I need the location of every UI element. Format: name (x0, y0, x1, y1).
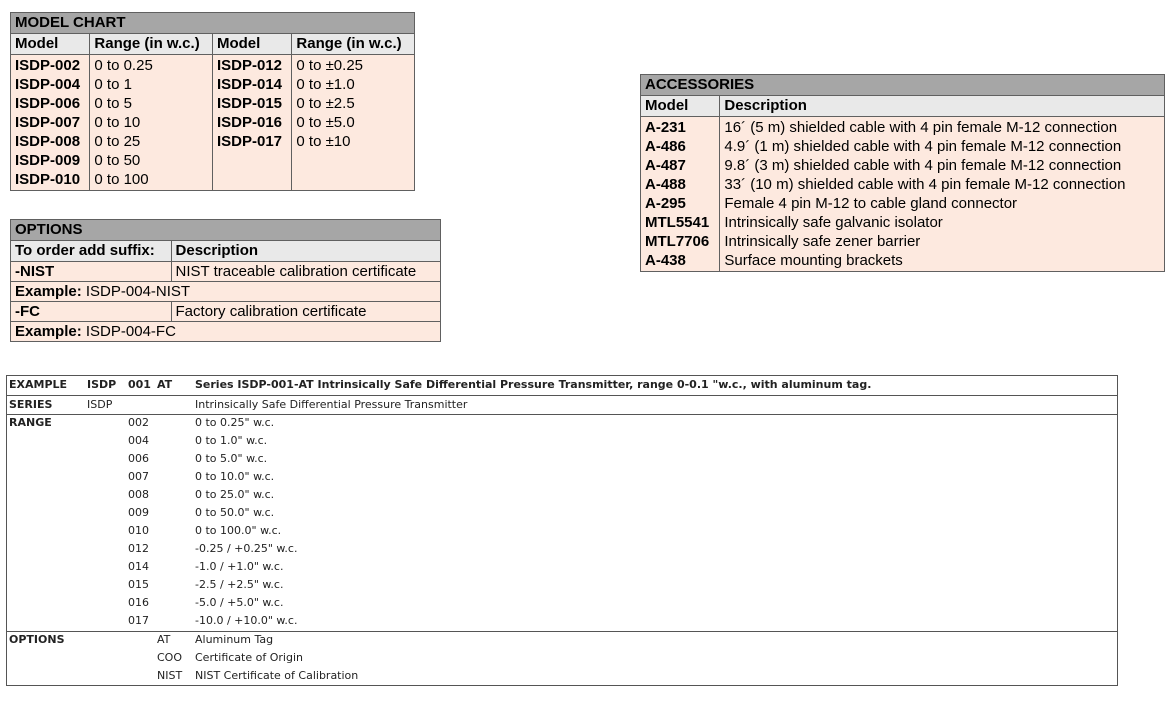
range-row (7, 594, 1117, 612)
suffix-cell: -FC (11, 302, 172, 322)
range-description: 0 to 25.0" w.c. (195, 488, 275, 501)
options-table (10, 219, 441, 342)
suffix-cell: -NIST (11, 262, 172, 282)
example-series-code: ISDP (87, 378, 117, 391)
description-cell: Intrinsically safe galvanic isolator (720, 213, 1165, 232)
model-cell: MTL5541 (641, 213, 720, 232)
model-cell: A-231 (641, 117, 720, 138)
model-cell: ISDP-009 (11, 151, 90, 170)
example-value: ISDP-004-NIST (85, 283, 191, 300)
range-cell: 0 to 5 (90, 94, 213, 113)
table-row (11, 55, 415, 76)
range-description: -0.25 / +0.25" w.c. (195, 542, 298, 555)
range-code: 006 (128, 452, 149, 465)
model-chart-header-range: Range (in w.c.) (90, 34, 213, 55)
option-code: AT (157, 633, 171, 646)
table-row (11, 302, 441, 322)
range-row (7, 540, 1117, 558)
range-code: 017 (128, 614, 149, 627)
table-row (11, 262, 441, 282)
model-cell: ISDP-008 (11, 132, 90, 151)
series-label: SERIES (9, 398, 53, 411)
model-cell: ISDP-017 (212, 132, 291, 151)
accessories-header-description: Description (720, 96, 1165, 117)
example-cell (11, 282, 441, 302)
range-row (7, 468, 1117, 486)
range-description: -2.5 / +2.5" w.c. (195, 578, 284, 591)
accessories-header-model: Model (641, 96, 720, 117)
range-row (7, 432, 1117, 450)
empty-cell (292, 151, 415, 170)
range-cell: 0 to 50 (90, 151, 213, 170)
description-cell: 33´ (10 m) shielded cable with 4 pin female M-12 connection (720, 175, 1165, 194)
model-chart-header-model: Model (11, 34, 90, 55)
model-cell: MTL7706 (641, 232, 720, 251)
range-row (7, 450, 1117, 468)
description-cell: Intrinsically safe zener barrier (720, 232, 1165, 251)
accessories-title: ACCESSORIES (641, 75, 1165, 96)
option-row (7, 649, 1117, 667)
model-cell: A-295 (641, 194, 720, 213)
example-label: Example: (15, 323, 82, 340)
model-cell: ISDP-007 (11, 113, 90, 132)
table-row (641, 194, 1165, 213)
example-range-code: 001 (128, 378, 151, 391)
range-description: -5.0 / +5.0" w.c. (195, 596, 284, 609)
range-label: RANGE (9, 416, 52, 429)
options-header-description: Description (171, 241, 440, 262)
model-cell: A-487 (641, 156, 720, 175)
range-cell: 0 to 0.25 (90, 55, 213, 76)
description-cell: Female 4 pin M-12 to cable gland connector (720, 194, 1165, 213)
example-option-code: AT (157, 378, 173, 391)
table-row (641, 213, 1165, 232)
range-cell: 0 to 100 (90, 170, 213, 191)
range-description: 0 to 0.25" w.c. (195, 416, 275, 429)
range-code: 010 (128, 524, 149, 537)
table-row (11, 322, 441, 342)
description-cell: 4.9´ (1 m) shielded cable with 4 pin female M-12 connection (720, 137, 1165, 156)
series-row (7, 396, 1117, 414)
option-row (7, 667, 1117, 685)
range-cell: 0 to ±1.0 (292, 75, 415, 94)
empty-cell (212, 170, 291, 191)
option-description: Aluminum Tag (195, 633, 274, 646)
description-cell: NIST traceable calibration certificate (171, 262, 440, 282)
model-chart-table (10, 12, 415, 191)
model-chart-header-model-2: Model (212, 34, 291, 55)
model-cell: ISDP-004 (11, 75, 90, 94)
model-cell: A-488 (641, 175, 720, 194)
range-row (7, 612, 1117, 630)
option-description: Certificate of Origin (195, 651, 303, 664)
example-description: Series ISDP-001-AT Intrinsically Safe Differential Pressure Transmitter, range 0-0.1 "w.c., with aluminum tag. (195, 378, 872, 391)
model-cell: ISDP-015 (212, 94, 291, 113)
series-description: Intrinsically Safe Differential Pressure Transmitter (195, 398, 468, 411)
range-code: 002 (128, 416, 149, 429)
range-description: 0 to 10.0" w.c. (195, 470, 275, 483)
model-cell: ISDP-016 (212, 113, 291, 132)
range-code: 008 (128, 488, 149, 501)
range-code: 012 (128, 542, 149, 555)
range-cell: 0 to ±5.0 (292, 113, 415, 132)
example-row (7, 376, 1117, 394)
table-row (641, 156, 1165, 175)
ordering-code-table (6, 375, 1118, 686)
model-cell: ISDP-006 (11, 94, 90, 113)
model-cell: ISDP-002 (11, 55, 90, 76)
description-cell: Surface mounting brackets (720, 251, 1165, 272)
model-cell: ISDP-010 (11, 170, 90, 191)
table-row (641, 137, 1165, 156)
example-label: EXAMPLE (9, 378, 68, 391)
options-label: OPTIONS (9, 633, 65, 646)
range-code: 014 (128, 560, 149, 573)
description-cell: 16´ (5 m) shielded cable with 4 pin female M-12 connection (720, 117, 1165, 138)
range-row (7, 414, 1117, 432)
range-code: 009 (128, 506, 149, 519)
series-code: ISDP (87, 398, 113, 411)
empty-cell (292, 170, 415, 191)
table-row (11, 151, 415, 170)
model-cell: A-486 (641, 137, 720, 156)
range-description: 0 to 50.0" w.c. (195, 506, 275, 519)
range-code: 007 (128, 470, 149, 483)
table-row (11, 75, 415, 94)
range-description: 0 to 5.0" w.c. (195, 452, 268, 465)
example-value: ISDP-004-FC (85, 323, 176, 340)
model-cell: A-438 (641, 251, 720, 272)
model-cell: ISDP-014 (212, 75, 291, 94)
range-cell: 0 to ±2.5 (292, 94, 415, 113)
table-row (641, 232, 1165, 251)
table-row (641, 175, 1165, 194)
option-description: NIST Certificate of Calibration (195, 669, 359, 682)
model-chart-title: MODEL CHART (11, 13, 415, 34)
accessories-table (640, 74, 1165, 272)
range-cell: 0 to 10 (90, 113, 213, 132)
options-header-suffix: To order add suffix: (11, 241, 172, 262)
example-label: Example: (15, 283, 82, 300)
model-cell: ISDP-012 (212, 55, 291, 76)
range-cell: 0 to 25 (90, 132, 213, 151)
model-chart-header-range-2: Range (in w.c.) (292, 34, 415, 55)
options-title: OPTIONS (11, 220, 441, 241)
table-row (11, 94, 415, 113)
range-row (7, 576, 1117, 594)
range-description: 0 to 1.0" w.c. (195, 434, 268, 447)
range-cell: 0 to ±10 (292, 132, 415, 151)
option-code: NIST (157, 669, 183, 682)
range-row (7, 558, 1117, 576)
table-row (11, 132, 415, 151)
range-cell: 0 to ±0.25 (292, 55, 415, 76)
empty-cell (212, 151, 291, 170)
range-code: 015 (128, 578, 149, 591)
range-row (7, 522, 1117, 540)
table-row (11, 170, 415, 191)
table-row (641, 117, 1165, 138)
range-cell: 0 to 1 (90, 75, 213, 94)
range-row (7, 504, 1117, 522)
range-description: -1.0 / +1.0" w.c. (195, 560, 284, 573)
example-cell (11, 322, 441, 342)
range-description: -10.0 / +10.0" w.c. (195, 614, 298, 627)
range-description: 0 to 100.0" w.c. (195, 524, 282, 537)
range-code: 004 (128, 434, 149, 447)
range-row (7, 486, 1117, 504)
table-row (641, 251, 1165, 272)
table-row (11, 113, 415, 132)
option-row (7, 631, 1117, 649)
description-cell: Factory calibration certificate (171, 302, 440, 322)
range-code: 016 (128, 596, 149, 609)
option-code: COO (157, 651, 182, 664)
table-row (11, 282, 441, 302)
description-cell: 9.8´ (3 m) shielded cable with 4 pin female M-12 connection (720, 156, 1165, 175)
